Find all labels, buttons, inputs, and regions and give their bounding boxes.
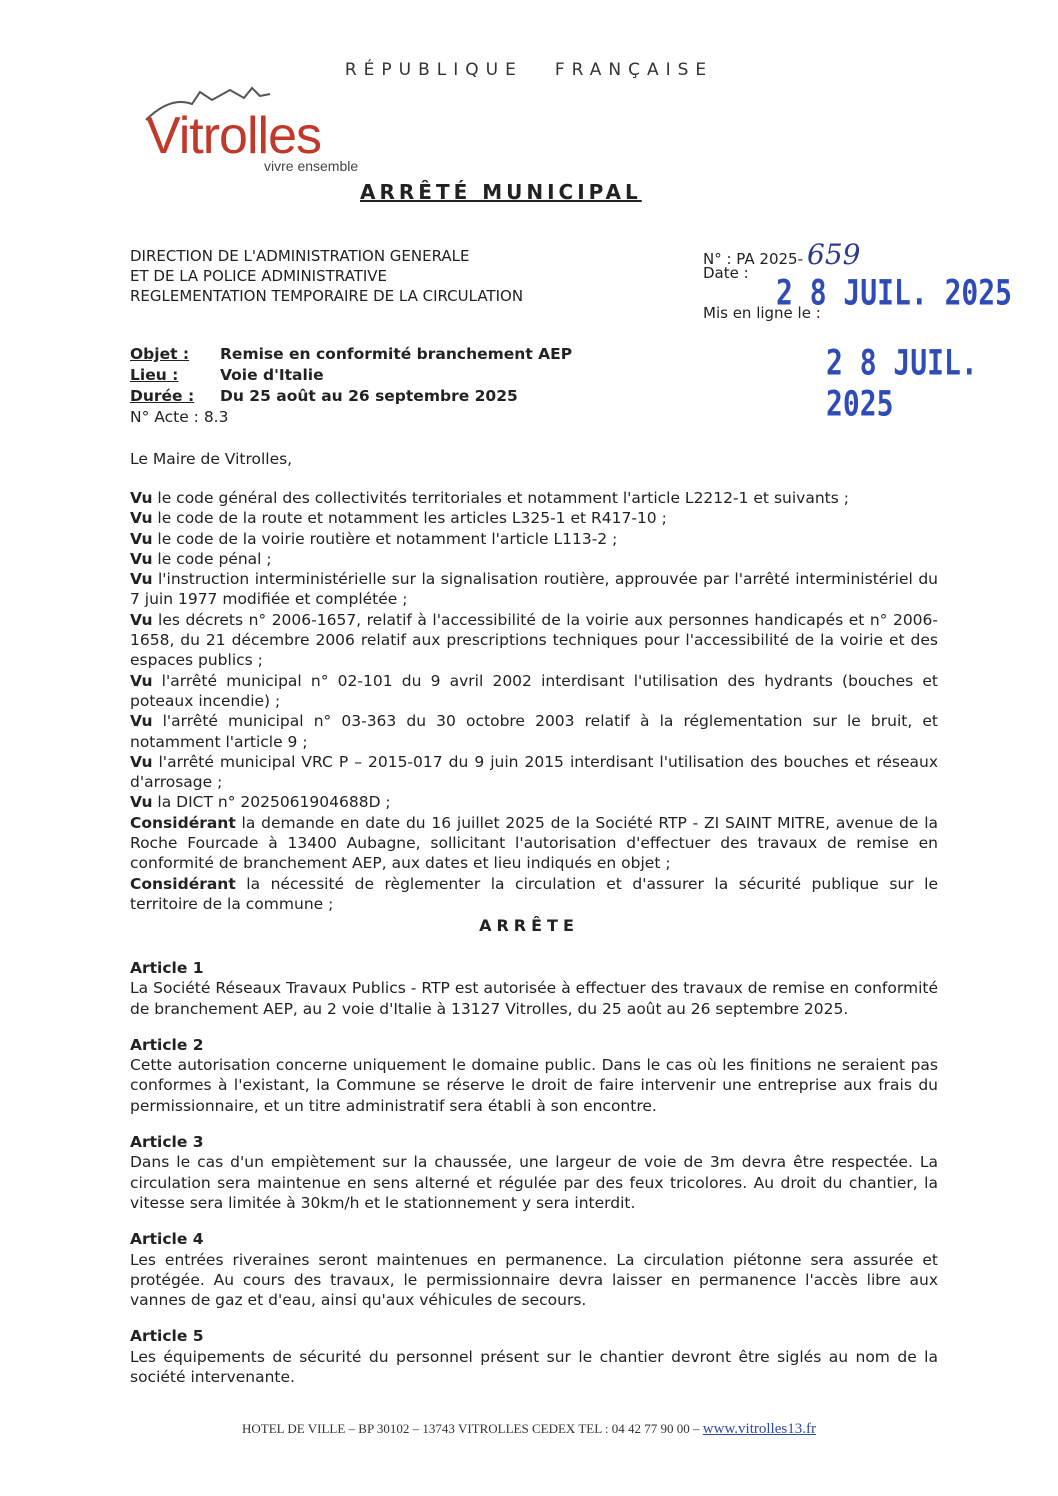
logo-name: Vitrolles [146, 107, 322, 165]
consideration-item: Vu le code de la voirie routière et notamment l'article L113-2 ; [130, 529, 618, 548]
direction-line: DIRECTION DE L'ADMINISTRATION GENERALE [130, 247, 470, 265]
consideration-item: Vu la DICT n° 2025061904688D ; [130, 793, 391, 812]
logo-tagline: vivre ensemble [264, 158, 359, 174]
footer-website-link[interactable]: www.vitrolles13.fr [702, 1421, 816, 1437]
act-metadata [130, 344, 572, 428]
article-text: Les entrées riveraines seront maintenues en permanence. La circulation piétonne sera assurée et protégée. Au cours des travaux, le permissionnaire devra laisser en permanence l'accès libre aux vannes de gaz et d'eau, ainsi qu'aux véhicules de secours. [130, 1250, 938, 1310]
republique-francaise [0, 60, 1058, 80]
consideration-item: Vu les décrets n° 2006-1657, relatif à l'accessibilité de la voirie aux personnes handicapés et n° 2006-1658, du 21 décembre 2006 relatif aux prescriptions techniques pour l'accessibilité de la voirie et des espaces publics ; [130, 610, 938, 670]
article [130, 958, 938, 1019]
act-number-handwritten: 659 [807, 238, 861, 271]
lieu-value: Voie d'Italie [220, 366, 324, 384]
consideration-item: Vu l'arrêté municipal n° 03-363 du 30 octobre 2003 relatif à la réglementation sur le bruit, et notamment l'article 9 ; [130, 712, 938, 751]
duree-label: Durée : [130, 387, 195, 405]
article-title: Article 2 [130, 1035, 204, 1054]
arrete-heading: ARRÊTE [479, 916, 579, 935]
direction-line: REGLEMENTATION TEMPORAIRE DE LA CIRCULATION [130, 287, 524, 305]
date-stamp: 2 8 JUIL. 2025 [776, 271, 1013, 314]
vitrolles-logo [140, 82, 400, 182]
article-title: Article 3 [130, 1133, 204, 1152]
objet-label: Objet : [130, 345, 190, 363]
lieu-label: Lieu : [130, 366, 179, 384]
consideration-item: Considérant la demande en date du 16 juillet 2025 de la Société RTP - ZI SAINT MITRE, avenue de la Roche Fourcade à 13400 Aubagne, sollicitant l'autorisation d'effectuer des travaux de remise en conformité de branchement AEP, aux dates et lieu indiqués en objet ; [130, 813, 938, 873]
consideration-item: Vu l'arrêté municipal VRC P – 2015-017 du 9 juin 2015 interdisant l'utilisation des bouches et réseaux d'arrosage ; [130, 752, 938, 792]
consideration-item: Considérant la nécessité de règlementer la circulation et d'assurer la sécurité publique sur le territoire de la commune ; [130, 874, 938, 913]
article [130, 1132, 938, 1213]
document-title: ARRÊTÉ MUNICIPAL [360, 180, 642, 204]
online-date-label: Mis en ligne le : [703, 304, 821, 322]
consideration-item: Vu le code de la route et notamment les articles L325-1 et R417-10 ; [130, 509, 667, 528]
footer-address: HOTEL DE VILLE – BP 30102 – 13743 VITROLLES CEDEX TEL : 04 42 77 90 00 – [242, 1421, 703, 1436]
article-text: Les équipements de sécurité du personnel présent sur le chantier devront être siglés au nom de la société intervenante. [130, 1347, 938, 1387]
article-text: Dans le cas d'un empiètement sur la chaussée, une largeur de voie de 3m devra être respectée. La circulation sera maintenue en sens alterné et régulée par des feux tricolores. Au droit du chantier, la vitesse sera limitée à 30km/h et le stationnement y sera interdit. [130, 1153, 938, 1212]
consideration-item: Vu le code général des collectivités territoriales et notamment l'article L2212-1 et suivants ; [130, 489, 849, 507]
page-footer [0, 1421, 1058, 1438]
duree-value: Du 25 août au 26 septembre 2025 [220, 387, 518, 405]
article [130, 1229, 938, 1310]
article [130, 1326, 938, 1387]
republique-word: RÉPUBLIQUE [344, 60, 523, 80]
acte-number: N° Acte : 8.3 [130, 408, 229, 426]
date-label: Date : [703, 264, 749, 282]
article-title: Article 1 [130, 959, 204, 977]
article [130, 1035, 938, 1116]
article-title: Article 4 [130, 1230, 204, 1249]
articles-list [130, 958, 938, 1403]
considerations-list [130, 488, 938, 914]
article-title: Article 5 [130, 1327, 204, 1346]
francaise-word: FRANÇAISE [554, 60, 714, 80]
maire-line: Le Maire de Vitrolles, [130, 450, 293, 468]
act-number-label: N° : PA 2025- [703, 250, 804, 268]
article-text: La Société Réseaux Travaux Publics - RTP est autorisée à effectuer des travaux de remise en conformité de branchement AEP, au 2 voie d'Italie à 13127 Vitrolles, du 25 août au 26 septembre 2025. [130, 979, 938, 1018]
article-text: Cette autorisation concerne uniquement le domaine public. Dans le cas où les finitions ne seraient pas conformes à l'existant, la Commune se réserve le droit de faire intervenir une entreprise aux frais du permissionnaire, et un titre administratif sera établi à son encontre. [130, 1056, 938, 1115]
online-date-stamp: 2 8 JUIL. 2025 [826, 341, 978, 425]
consideration-item: Vu le code pénal ; [130, 549, 272, 568]
consideration-item: Vu l'instruction interministérielle sur la signalisation routière, approuvée par l'arrêté interministériel du 7 juin 1977 modifiée et complétée ; [130, 570, 938, 609]
direction-line: ET DE LA POLICE ADMINISTRATIVE [130, 267, 388, 285]
direction-block [130, 246, 523, 306]
objet-value: Remise en conformité branchement AEP [220, 345, 573, 363]
consideration-item: Vu l'arrêté municipal n° 02-101 du 9 avril 2002 interdisant l'utilisation des hydrants (bouches et poteaux incendie) ; [130, 671, 938, 710]
